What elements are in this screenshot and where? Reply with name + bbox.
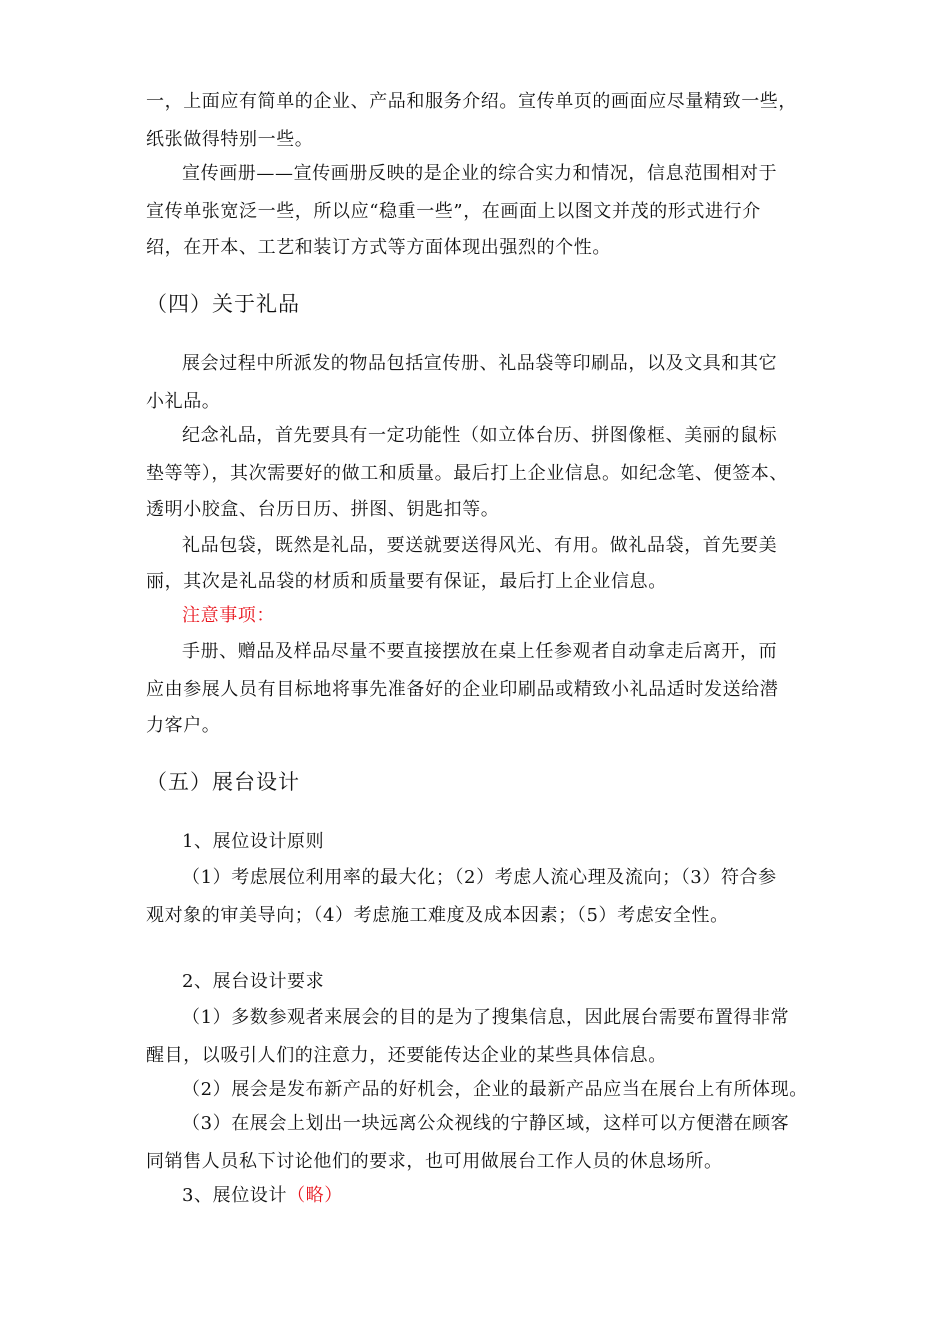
subheading-text: 3、展位设计	[182, 1185, 288, 1206]
subheading	[182, 1184, 343, 1208]
paragraph-line: 丽，其次是礼品袋的材质和质量要有保证，最后打上企业信息。	[146, 571, 667, 592]
paragraph-line: 应由参展人员有目标地将事先准备好的企业印刷品或精致小礼品适时发送给潜	[146, 679, 779, 700]
subheading: 2、展台设计要求	[182, 971, 325, 992]
section-heading: （五）展台设计	[146, 770, 300, 794]
paragraph-line: 展会过程中所派发的物品包括宣传册、礼品袋等印刷品，以及文具和其它	[182, 353, 778, 374]
paragraph-line: （1）考虑展位利用率的最大化；（2）考虑人流心理及流向；（3）符合参	[182, 867, 777, 888]
paragraph-line: 观对象的审美导向；（4）考虑施工难度及成本因素；（5）考虑安全性。	[146, 905, 729, 926]
paragraph-line: 透明小胶盒、台历日历、拼图、钥匙扣等。	[146, 499, 500, 520]
paragraph-line: 醒目，以吸引人们的注意力，还要能传达企业的某些具体信息。	[146, 1045, 667, 1066]
paragraph-line: 一，上面应有简单的企业、产品和服务介绍。宣传单页的画面应尽量精致一些，	[146, 91, 797, 112]
paragraph-line: （2）展会是发布新产品的好机会，企业的最新产品应当在展台上有所体现。	[182, 1079, 808, 1100]
paragraph-line: 纸张做得特别一些。	[146, 129, 314, 150]
paragraph-line: 礼品包袋，既然是礼品，要送就要送得风光、有用。做礼品袋，首先要美	[182, 535, 778, 556]
note-label: 注意事项：	[182, 605, 275, 626]
paragraph-line: 同销售人员私下讨论他们的要求，也可用做展台工作人员的休息场所。	[146, 1151, 723, 1172]
paragraph-line: 纪念礼品，首先要具有一定功能性（如立体台历、拼图像框、美丽的鼠标	[182, 425, 778, 446]
paragraph-line: （3）在展会上划出一块远离公众视线的宁静区域，这样可以方便潜在顾客	[182, 1113, 790, 1134]
subheading: 1、展位设计原则	[182, 831, 325, 852]
paragraph-line: 小礼品。	[146, 391, 221, 412]
section-heading: （四）关于礼品	[146, 292, 300, 316]
paragraph-line: 绍，在开本、工艺和装订方式等方面体现出强烈的个性。	[146, 237, 611, 258]
paragraph-line: 宣传单张宽泛一些，所以应“稳重一些”，在画面上以图文并茂的形式进行介	[146, 201, 761, 222]
paragraph-line: 力客户。	[146, 715, 221, 736]
paragraph-line: 宣传画册——宣传画册反映的是企业的综合实力和情况，信息范围相对于	[182, 163, 778, 184]
paragraph-line: 手册、赠品及样品尽量不要直接摆放在桌上任参观者自动拿走后离开，而	[182, 641, 778, 662]
paragraph-line: 垫等等），其次需要好的做工和质量。最后打上企业信息。如纪念笔、便签本、	[146, 463, 788, 484]
paragraph-line: （1）多数参观者来展会的目的是为了搜集信息，因此展台需要布置得非常	[182, 1007, 790, 1028]
omitted-note: （略）	[287, 1185, 343, 1206]
